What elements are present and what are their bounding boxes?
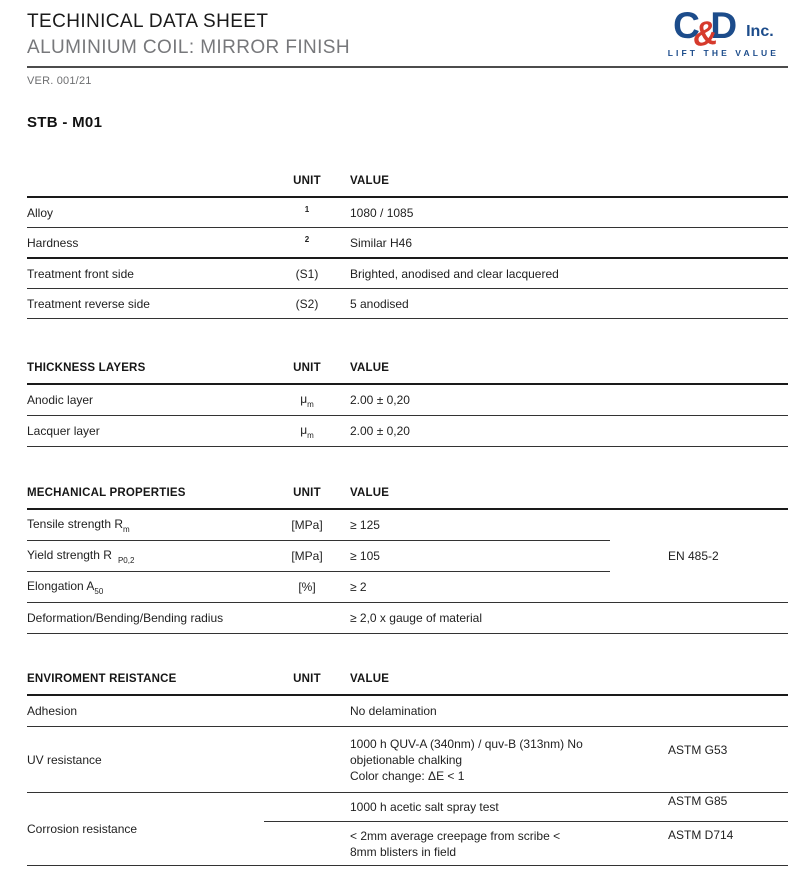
row-unit: (S2) [295, 296, 319, 311]
label-text: Elongation A [27, 578, 95, 593]
table-environment [27, 664, 788, 866]
row-label: Deformation/Bending/Bending radius [27, 611, 224, 625]
row-label: Anodic layer [27, 393, 94, 407]
row-label: Treatment front side [27, 266, 134, 281]
table-row [27, 228, 788, 257]
norm-reference: EN 485-2 [668, 549, 719, 563]
row-label: Lacquer layer [27, 424, 100, 438]
row-value: ≥ 125 [350, 518, 380, 532]
column-header-unit: UNIT [293, 673, 321, 685]
row-value: ≥ 105 [350, 549, 380, 563]
table-rule [27, 633, 788, 634]
footnote-superscript: 2 [304, 234, 310, 244]
document-titles [27, 11, 350, 59]
table-thickness-header-row [27, 353, 788, 383]
row-value: ≥ 2,0 x gauge of material [350, 611, 482, 625]
unit-subscript: m [307, 399, 314, 409]
column-header-unit: UNIT [293, 175, 321, 187]
norm-reference: ASTM D714 [668, 828, 734, 842]
table-row [27, 541, 788, 571]
logo-ampersand: & [690, 13, 720, 54]
table-rule [27, 865, 788, 866]
header-divider [27, 66, 788, 68]
version-label: VER. 001/21 [27, 75, 92, 87]
row-unit: [%] [298, 580, 316, 594]
row-value: < 2mm average creepage from scribe < 8mm blisters in field [350, 829, 561, 859]
row-value: Brighted, anodised and clear lacquered [350, 266, 559, 281]
row-label [27, 579, 264, 596]
row-label: Treatment reverse side [27, 296, 150, 311]
row-value: Similar H46 [350, 235, 413, 250]
logo-inc-suffix: Inc. [746, 23, 774, 41]
row-label [27, 548, 264, 565]
label-subscript: P0,2 [117, 555, 135, 565]
corrosion-subrow [264, 793, 788, 821]
table-row [27, 603, 788, 633]
document-subtitle: ALUMINIUM COIL: MIRROR FINISH [27, 37, 351, 58]
table-row [27, 510, 788, 540]
column-header-value: VALUE [350, 487, 390, 499]
row-label [27, 517, 264, 534]
table-row [27, 696, 788, 726]
table-row [27, 385, 788, 415]
uv-value-line2: Color change: ΔE < 1 [350, 768, 465, 783]
row-unit: [MPa] [291, 518, 323, 532]
table-mechanical-header-row [27, 478, 788, 508]
column-header-unit: UNIT [293, 362, 321, 374]
table-row [27, 259, 788, 288]
section-title: MECHANICAL PROPERTIES [27, 487, 186, 499]
label-text: Tensile strength R [27, 516, 124, 531]
table-row [27, 289, 788, 318]
row-value [350, 736, 650, 784]
document-title: TECHINICAL DATA SHEET [27, 11, 269, 32]
row-unit [264, 392, 350, 409]
table-row [27, 572, 788, 602]
row-unit [264, 205, 350, 221]
row-unit [264, 423, 350, 440]
row-label: Corrosion resistance [27, 822, 138, 836]
label-text: Yield strength R [27, 547, 112, 562]
table-general-header-row [27, 166, 788, 196]
unit-subscript: m [307, 430, 314, 440]
norm-reference: ASTM G53 [668, 743, 728, 757]
table-rule [27, 446, 788, 447]
row-value: 2.00 ± 0,20 [350, 424, 410, 438]
logo-tagline: LIFT THE VALUE [667, 48, 779, 59]
column-header-unit: UNIT [293, 487, 321, 499]
row-value: ≥ 2 [350, 580, 367, 594]
table-environment-header-row [27, 664, 788, 694]
table-rule [27, 318, 788, 319]
table-row [27, 198, 788, 227]
row-value: 2.00 ± 0,20 [350, 393, 410, 407]
product-code: STB - M01 [27, 114, 103, 131]
row-label: UV resistance [27, 752, 102, 767]
corrosion-subrow [264, 822, 788, 865]
uv-value-line1: 1000 h QUV-A (340nm) / quv-B (313nm) No objetionable chalking [350, 736, 583, 767]
row-label: Alloy [27, 205, 54, 220]
label-subscript: 50 [94, 586, 104, 596]
corrosion-subrows [264, 793, 788, 865]
row-unit: [MPa] [291, 549, 323, 563]
table-mechanical [27, 478, 788, 634]
row-value: No delamination [350, 704, 437, 718]
table-thickness [27, 353, 788, 447]
row-label: Adhesion [27, 704, 78, 718]
row-label: Hardness [27, 235, 79, 250]
company-logo [667, 5, 779, 59]
row-unit [264, 235, 350, 251]
unit-mu: μ [300, 422, 308, 437]
table-row-corrosion [27, 793, 788, 865]
row-unit: (S1) [295, 266, 319, 281]
column-header-value: VALUE [350, 673, 390, 685]
logo-letter-d: D [710, 5, 738, 46]
unit-mu: μ [300, 391, 308, 406]
column-header-value: VALUE [350, 362, 390, 374]
label-subscript: m [123, 524, 130, 534]
row-value: 1000 h acetic salt spray test [350, 800, 499, 814]
row-value: 1080 / 1085 [350, 205, 414, 220]
section-title: THICKNESS LAYERS [27, 362, 146, 374]
logo-letter-c: C [673, 5, 700, 46]
footnote-superscript: 1 [304, 204, 310, 214]
section-title: ENVIROMENT REISTANCE [27, 673, 177, 685]
row-value: 5 anodised [350, 296, 409, 311]
column-header-value: VALUE [350, 175, 390, 187]
table-row [27, 416, 788, 446]
table-row-uv [27, 727, 788, 792]
table-general [27, 166, 788, 319]
norm-reference: ASTM G85 [668, 794, 728, 808]
